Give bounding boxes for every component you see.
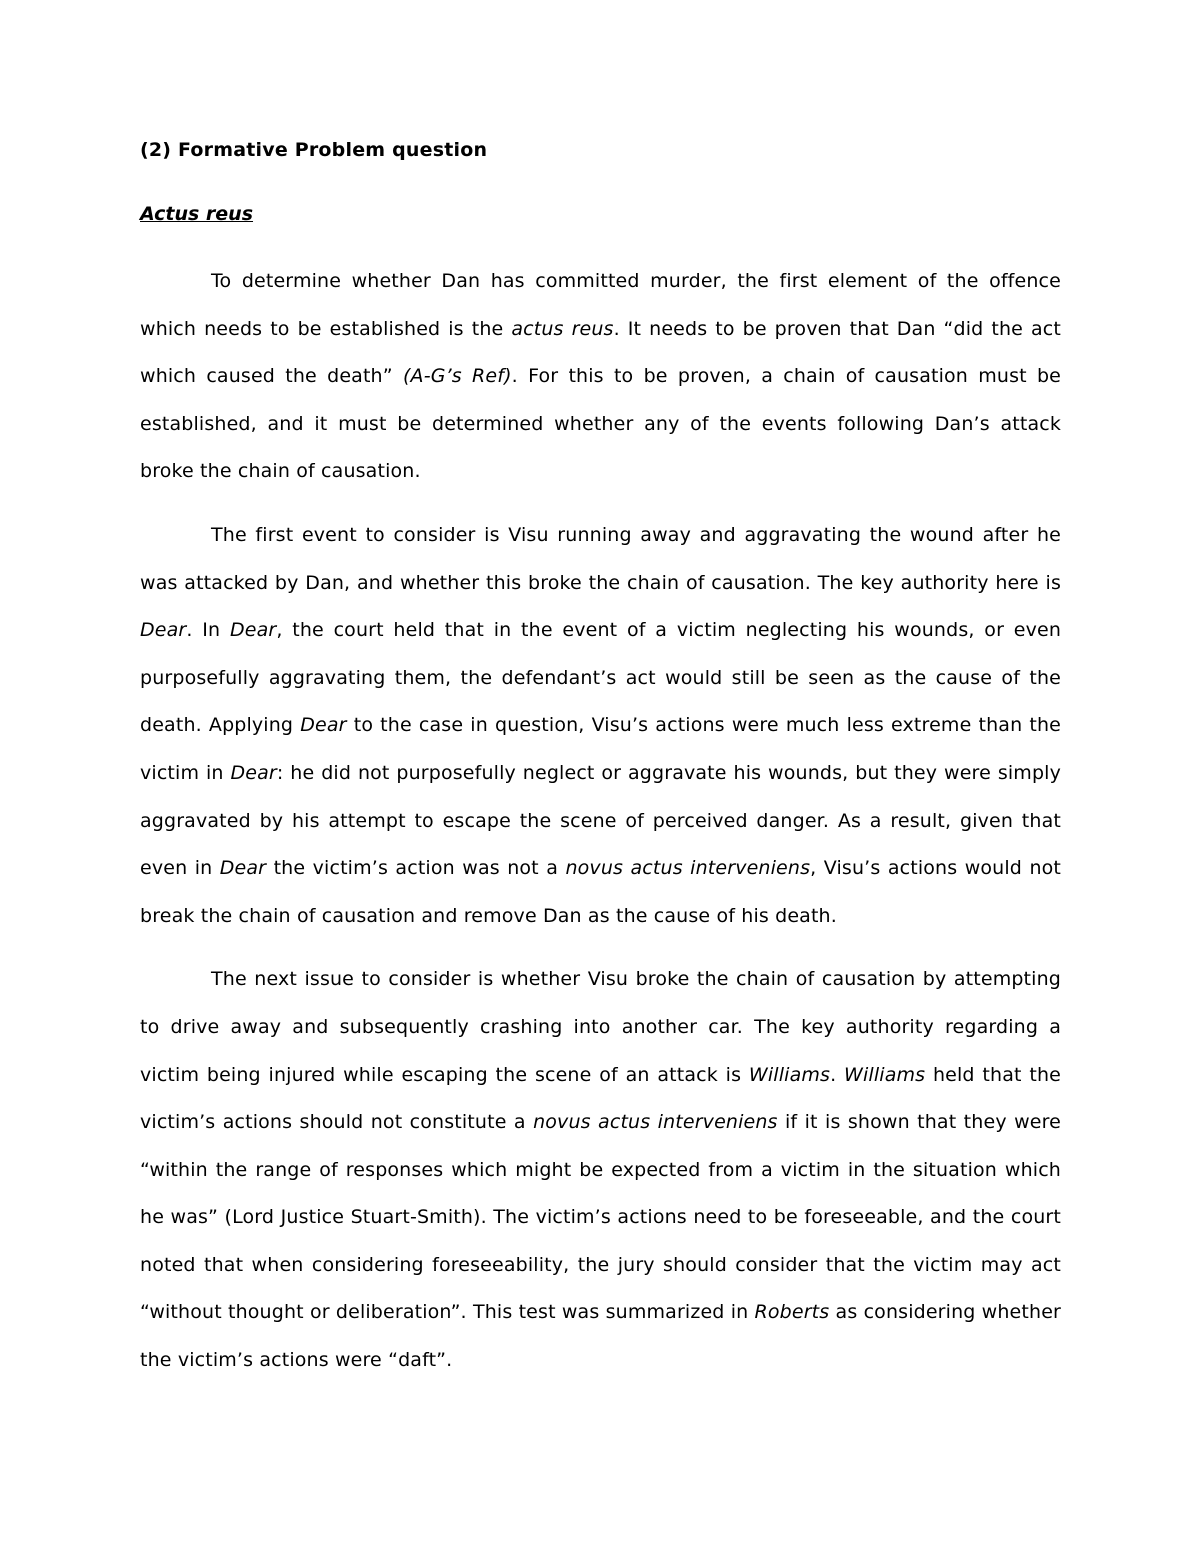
section-heading: Actus reus bbox=[140, 203, 254, 225]
document-page bbox=[140, 134, 1061, 1385]
paragraph-1 bbox=[140, 258, 1061, 496]
p2-text-3: , the court held that in the event of a victim neglecting his wounds, or even purposefully aggravating them, the defendant’s act would still be seen as the cause of the death. Applying bbox=[140, 619, 1062, 737]
p2-text-2: . In bbox=[186, 619, 230, 642]
p3-text-3: held that the victim’s actions should not constitute a bbox=[140, 1063, 1061, 1134]
p2-text-4: to the case in question, Visu’s actions were much less extreme than the victim in bbox=[140, 714, 1061, 784]
p2-text-5: : he did not purposefully neglect or aggravate his wounds, but they were simply aggravated by his attempt to escape the scene of perceived danger. As a result, given that even in bbox=[140, 761, 1061, 880]
p2-italic-6: novus actus interveniens bbox=[565, 857, 811, 880]
p1-italic-1: actus reus bbox=[511, 317, 614, 340]
p3-text-1: The next issue to consider is whether Visu broke the chain of causation by attempting to drive away and subsequently crashing into another car. The key authority regarding a victim being injured while escaping the scene of an attack is bbox=[140, 968, 1061, 1086]
p2-text-6: the victim’s action was not a bbox=[266, 857, 566, 880]
document-heading: (2) Formative Problem question bbox=[140, 139, 488, 161]
p2-text-7: , Visu’s actions would not break the chain of causation and remove Dan as the cause of his death. bbox=[140, 857, 1062, 927]
p2-italic-2: Dear bbox=[229, 619, 277, 642]
p2-italic-4: Dear bbox=[230, 761, 277, 784]
p3-text-2: . bbox=[830, 1063, 845, 1086]
p2-italic-5: Dear bbox=[219, 857, 267, 880]
p1-text-3: . For this to be proven, a chain of causation must be established, and it must be determined whether any of the events following Dan’s attack broke the chain of causation. bbox=[140, 365, 1061, 483]
p3-italic-3: novus actus interveniens bbox=[533, 1111, 778, 1134]
p3-text-4: if it is shown that they were “within the range of responses which might be expected from a victim in the situation which he was” (Lord Justice Stuart-Smith). The victim’s actions need to be foreseeable, and the court noted that when considering foreseeability, the jury should consider that the victim may act “without thought or deliberation”. This test was summarized in bbox=[140, 1111, 1061, 1324]
p2-italic-1: Dear bbox=[140, 619, 187, 642]
p3-text-5: as considering whether the victim’s actions were “daft”. bbox=[140, 1301, 1061, 1372]
paragraph-2 bbox=[140, 512, 1061, 940]
p2-italic-3: Dear bbox=[300, 714, 347, 737]
p3-italic-2: Williams bbox=[844, 1063, 926, 1086]
p1-text-2: . It needs to be proven that Dan “did the act which caused the death” bbox=[140, 317, 1061, 388]
p1-italic-2: (A-G’s Ref) bbox=[402, 365, 512, 388]
paragraph-3 bbox=[140, 956, 1061, 1384]
p3-italic-1: Williams bbox=[748, 1063, 831, 1086]
p3-italic-4: Roberts bbox=[754, 1301, 830, 1324]
p1-text-1: To determine whether Dan has committed murder, the first element of the offence which needs to be established is the bbox=[140, 270, 1061, 340]
p2-text-1: The first event to consider is Visu running away and aggravating the wound after he was attacked by Dan, and whether this broke the chain of causation. The key authority here is bbox=[140, 523, 1061, 594]
